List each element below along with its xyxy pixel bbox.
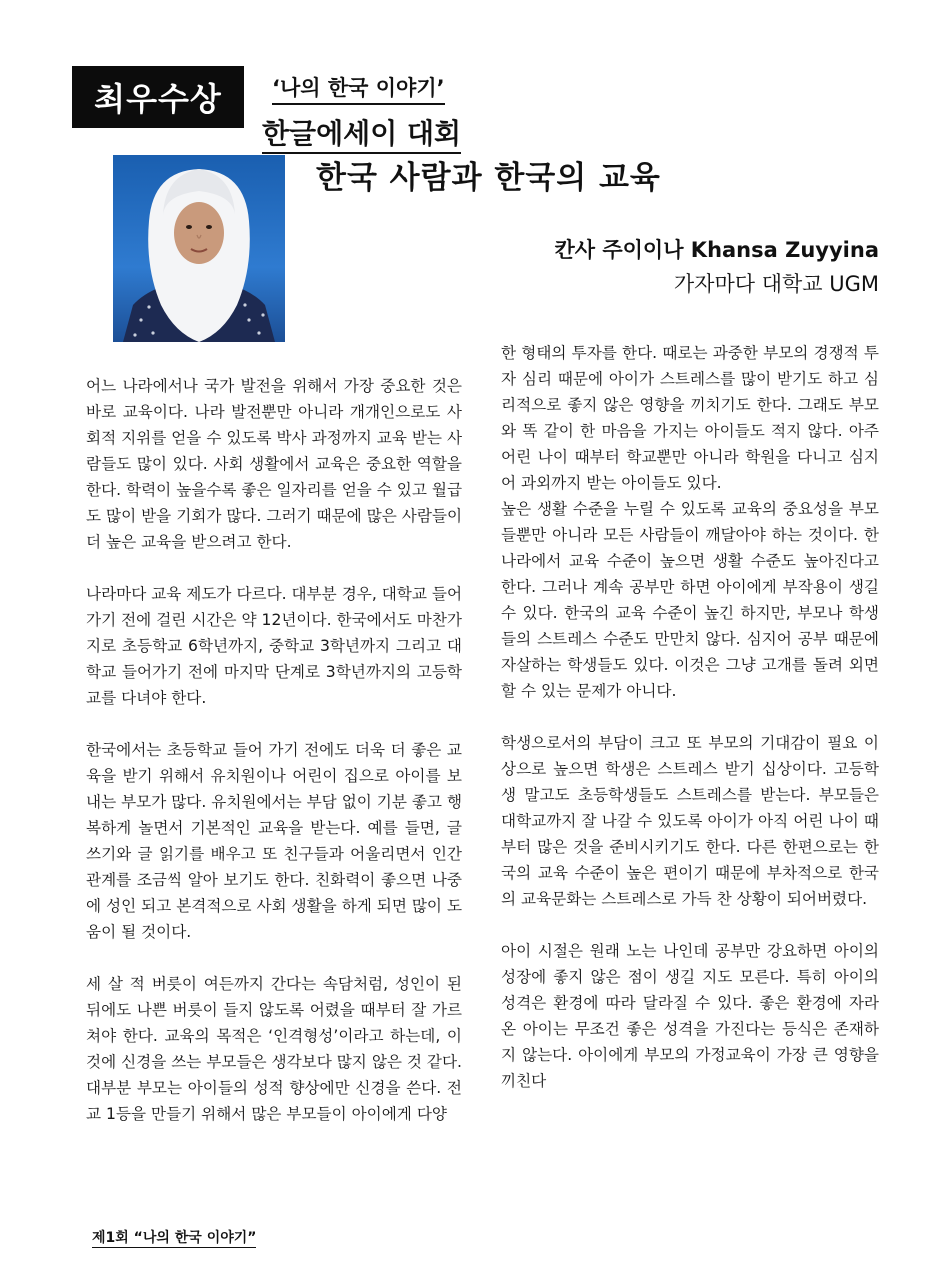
author-school: 가자마다 대학교 UGM [673,272,879,296]
author-photo [113,155,285,342]
paragraph: 높은 생활 수준을 누릴 수 있도록 교육의 중요성을 부모들뿐만 아니라 모든 사람들이 깨달아야 하는 것이다. 한 나라에서 교육 수준이 높으면 생활 수준도 높아진다고 한다. 그러나 계속 공부만 하면 아이에게 부작용이 생길 수 있다. 한국의 교육 수준이 높긴 하지만, 부모나 학생들의 스트레스 수준도 만만치 않다. 심지어 공부 때문에 자살하는 학생들도 있다. 이것은 그냥 고개를 돌려 외면 할 수 있는 문제가 아니다. [501,500,879,700]
contest-title: 한글에세이 대회 [262,112,461,154]
paragraph: 어느 나라에서나 국가 발전을 위해서 가장 중요한 것은 바로 교육이다. 나라 발전뿐만 아니라 개개인으로도 사회적 지위를 얻을 수 있도록 박사 과정까지 교육 받는 사람들도 많이 있다. 사회 생활에서 교육은 중요한 역할을 한다. 학력이 높을수록 좋은 일자리를 얻을 수 있고 월급도 많이 받을 기회가 많다. 그러기 때문에 많은 사람들이 더 높은 교육을 받으려고 한다. [86,377,463,551]
essay-title: 한국 사람과 한국의 교육 [316,160,661,196]
paragraph: 나라마다 교육 제도가 다르다. 대부분 경우, 대학교 들어가기 전에 걸린 시간은 약 12년이다. 한국에서도 마찬가지로 초등학교 6학년까지, 중학교 3학년까지 그리고 대학교 들어가기 전에 마지막 단계로 3학년까지의 고등학교를 다녀야 한다. [86,585,463,707]
paragraph: 한국에서는 초등학교 들어 가기 전에도 더욱 더 좋은 교육을 받기 위해서 유치원이나 어린이 집으로 아이를 보내는 부모가 많다. 유치원에서는 부담 없이 기분 좋고 행복하게 놀면서 기본적인 교육을 받는다. 예를 들면, 글 쓰기와 글 읽기를 배우고 또 친구들과 어울리면서 인간 관계를 조금씩 알아 보기도 한다. 친화력이 좋으면 나중에 성인 되고 본격적으로 사회 생활을 하게 되면 많이 도움이 될 것이다. [86,741,463,941]
paragraph: 한 형태의 투자를 한다. 때로는 과중한 부모의 경쟁적 투자 심리 때문에 아이가 스트레스를 많이 받기도 하고 심리적으로 좋지 않은 영향을 끼치기도 한다. 그래도 부모와 똑 같이 한 마음을 가지는 아이들도 적지 않다. 아주 어린 나이 때부터 학교뿐만 아니라 학원을 다니고 심지어 과외까지 받는 아이들도 있다. [501,344,879,492]
right-column [501,340,879,1094]
footer-series-label: 제1회 “나의 한국 이야기” [92,1227,256,1248]
contest-subtitle: ‘나의 한국 이야기’ [272,72,445,105]
award-badge: 최우수상 [72,66,244,128]
left-column [86,373,462,1127]
author-name: 칸사 주이이나 Khansa Zuyyina [554,238,879,262]
paragraph: 아이 시절은 원래 노는 나인데 공부만 강요하면 아이의 성장에 좋지 않은 점이 생길 지도 모른다. 특히 아이의 성격은 환경에 따라 달라질 수 있다. 좋은 환경에 자라 온 아이는 무조건 좋은 성격을 가진다는 등식은 존재하지 않는다. 아이에게 부모의 가정교육이 가장 큰 영향을 끼친다 [501,942,879,1090]
paragraph: 학생으로서의 부담이 크고 또 부모의 기대감이 필요 이상으로 높으면 학생은 스트레스 받기 십상이다. 고등학생 말고도 초등학생들도 스트레스를 받는다. 부모들은 대학교까지 잘 나갈 수 있도록 아이가 아직 어린 나이 때부터 많은 것을 준비시키기도 한다. 다른 한편으로는 한국의 교육 수준이 높은 편이기 때문에 부차적으로 한국의 교육문화는 스트레스로 가득 찬 상황이 되어버렸다. [501,734,879,908]
paragraph: 세 살 적 버릇이 여든까지 간다는 속담처럼, 성인이 된 뒤에도 나쁜 버릇이 들지 않도록 어렸을 때부터 잘 가르쳐야 한다. 교육의 목적은 ‘인격형성’이라고 하는데, 이것에 신경을 쓰는 부모들은 생각보다 많지 않은 것 같다. 대부분 부모는 아이들의 성적 향상에만 신경을 쓴다. 전교 1등을 만들기 위해서 많은 부모들이 아이에게 다양 [86,975,463,1123]
